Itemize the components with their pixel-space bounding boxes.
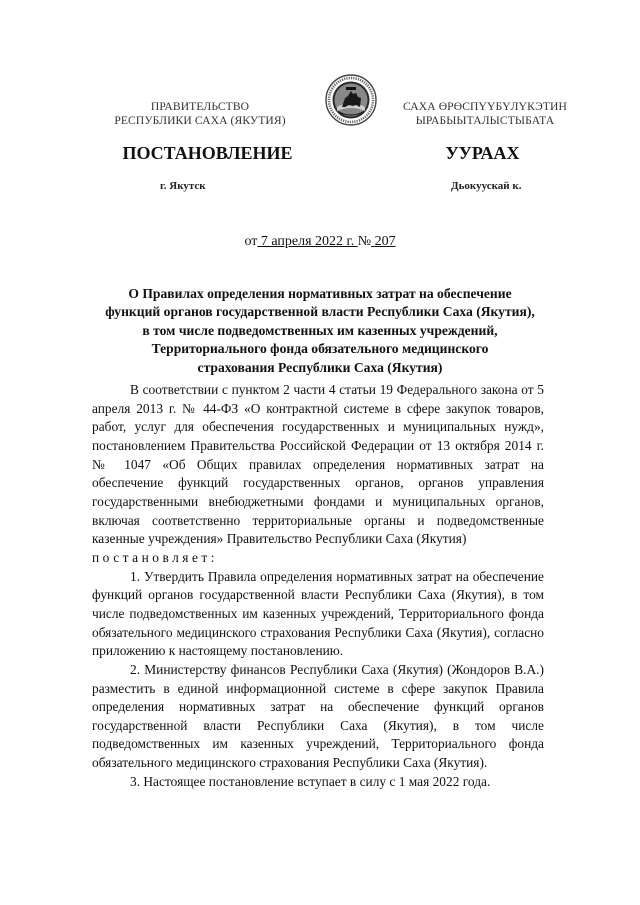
doctype-russian: ПОСТАНОВЛЕНИЕ [122,143,293,163]
title-line: функций органов государственной власти Республики Саха (Якутия), [105,304,535,320]
clause-2: 2. Министерству финансов Республики Саха (Якутия) (Жондоров В.А.) разместить в единой информационной системе в сфере закупок Правила определения нормативных затрат на обеспечение функций органов государственной власти Республики Саха (Якутия), в том числе подведомственных им казенных учреждений, Территориального фонда обязательного медицинского страхования Республики Саха (Якутия). [92,661,544,771]
title-line: О Правилах определения нормативных затрат на обеспечение [128,286,512,301]
issuer-line-2: ЫРАБЫЫТАЛЫСТЫБАТА [415,114,555,127]
city-russian: г. Якутск [160,180,206,192]
issuer-line-2: РЕСПУБЛИКИ САХА (ЯКУТИЯ) [114,114,286,127]
title-line: Территориального фонда обязательного медицинского [151,341,489,357]
decrees-word: постановляет: [92,549,218,565]
header-issuer-yakut [370,100,600,128]
header-issuer-russian [85,100,315,128]
number-sign: № [357,234,372,249]
city-yakut: Дьокуускай к. [451,180,522,192]
issuer-line-1: САХА ӨРӨСПҮҮБҮЛҮКЭТИН [403,100,567,113]
document-dateline [0,234,640,250]
title-line: в том числе подведомственных им казенных учреждений, [142,322,498,338]
issuer-line-1: ПРАВИТЕЛЬСТВО [150,100,250,113]
document-body [92,381,544,791]
preamble-paragraph: В соответствии с пунктом 2 части 4 статьи 19 Федерального закона от 5 апреля 2013 г. № 44-ФЗ «О контрактной системе в сфере закупок товаров, работ, услуг для обеспечения государственных и муниципальных нужд», постановлением Правительства Российской Федерации от 13 октября 2014 г. № 1047 «Об Общих правилах определения нормативных затрат на обеспечение функций государственных органов, органов управления государственными внебюджетными фондами и муниципальных органов, включая соответственно территориальные органы и подведомственные казенные учреждения» Правительство Республики Саха (Якутия) [92,382,544,547]
document-date: 7 апреля 2022 г. [257,234,358,249]
title-line: страхования Республики Саха (Якутия) [197,359,443,375]
clause-1: 1. Утвердить Правила определения нормативных затрат на обеспечение функций органов государственной власти Республики Саха (Якутия), в том числе подведомственных им казенных учреждений, Территориального фонда обязательного медицинского страхования Республики Саха (Якутия), согласно приложению к настоящему постановлению. [92,568,544,659]
dateline-prefix: от [244,234,258,249]
document-number: 207 [371,234,396,249]
doctype-yakut: УУРААХ [445,143,520,163]
document-title [95,285,545,377]
clause-3: 3. Настоящее постановление вступает в силу с 1 мая 2022 года. [130,773,491,789]
